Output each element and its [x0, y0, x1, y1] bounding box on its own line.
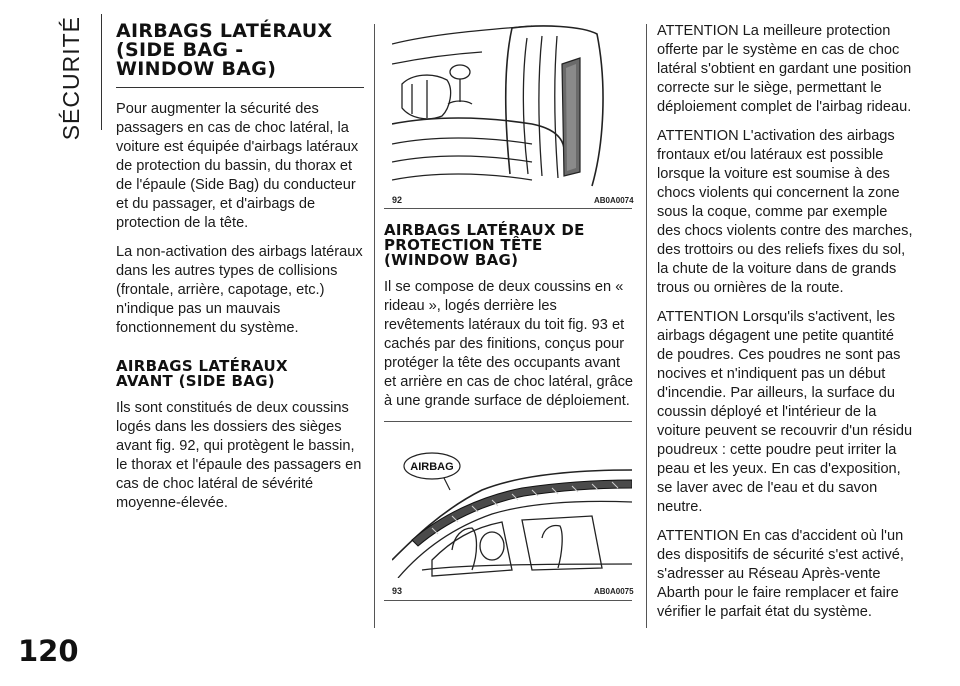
head-airbag-heading — [384, 223, 634, 268]
head-airbag-heading-line-3: (WINDOW BAG) — [384, 251, 519, 269]
figure-93-window-airbag — [392, 430, 632, 578]
seat-illustration — [392, 24, 632, 192]
non-activation-paragraph: La non-activation des airbags latéraux dans les autres types de collisions (frontale, arrière, capotage, etc.) n'indique pas un mauvais fonctionnement du système. — [116, 244, 363, 336]
section-title-line-3: WINDOW BAG) — [116, 58, 277, 80]
column-divider-2 — [646, 24, 647, 628]
front-side-bag-heading — [116, 359, 364, 389]
figure-93-number: 93 — [392, 586, 403, 596]
page-number: 120 — [18, 634, 79, 668]
section-title — [116, 22, 364, 79]
warning-activation-paragraph: ATTENTION L'activation des airbags frontaux et/ou latéraux est possible lorsque la voiture est soumise à des chocs violents qui concernent la zone sous la coque, comme par exemple des chocs violents contre des marches, des trottoirs ou des reliefs fixes du sol, la chute de la voiture dans de grands trous ou ornières de la route. — [657, 128, 913, 296]
head-airbag-heading-line-1: AIRBAGS LATÉRAUX DE — [384, 221, 585, 239]
figure-93-top-rule — [384, 421, 632, 422]
front-side-bag-heading-line-1: AIRBAGS LATÉRAUX — [116, 357, 288, 375]
intro-paragraph: Pour augmenter la sécurité des passagers en cas de choc latéral, la voiture est équipée d'airbags latéraux de protection du bassin, du thorax et de l'épaule (Side Bag) du conducteur et du passager, et d'airbags de protection de la tête. — [116, 101, 359, 231]
head-airbag-paragraph: Il se compose de deux coussins en « rideau », logés derrière les revêtements latéraux du toit fig. 93 et cachés par des finitions, conçus pour protéger la tête des occupants avant et arrière en cas de choc latéral, grâce à une grande surface de déploiement. — [384, 279, 634, 409]
right-column — [657, 22, 914, 622]
head-airbag-heading-line-2: PROTECTION TÊTE — [384, 236, 543, 254]
figure-92-number: 92 — [392, 195, 403, 205]
warning-position-paragraph: ATTENTION La meilleure protection offerte par le système en cas de choc latéral s'obtient en gardant une position correcte sur le siège, permettant le déploiement complet de l'airbag rideau. — [657, 23, 912, 115]
title-underline — [116, 87, 364, 88]
figure-92-seat-airbag — [392, 24, 632, 192]
left-column — [116, 22, 364, 513]
figure-92-rule — [384, 208, 632, 209]
section-title-line-2: (SIDE BAG - — [116, 39, 244, 61]
chapter-tab: SÉCURITÉ — [58, 16, 84, 141]
section-title-line-1: AIRBAGS LATÉRAUX — [116, 20, 333, 42]
front-side-bag-paragraph: Ils sont constitués de deux coussins logés dans les dossiers des sièges avant fig. 92, qui protègent le bassin, le thorax et l'épaule des passagers en cas de choc latéral de sévérité moyenne-élevée. — [116, 400, 362, 511]
front-side-bag-heading-line-2: AVANT (SIDE BAG) — [116, 372, 275, 390]
chapter-divider — [101, 14, 102, 130]
middle-column — [384, 223, 634, 411]
car-window-illustration — [392, 430, 632, 578]
warning-accident-paragraph: ATTENTION En cas d'accident où l'un des dispositifs de sécurité s'est activé, s'adresser au Réseau Après-vente Abarth pour le faire remplacer et faire vérifier le parfait état du système. — [657, 528, 904, 620]
warning-powder-paragraph: ATTENTION Lorsqu'ils s'activent, les airbags dégagent une petite quantité de poudres. Ces poudres ne sont pas nocives et n'indiquent pas un début d'incendie. Par ailleurs, la surface du coussin déployé et l'intérieur de la voiture peuvent se recouvrir d'un résidu poudreux : cette poudre peut irriter la peau et les yeux. En cas d'exposition, se laver avec de l'eau et du savon neutre. — [657, 309, 913, 515]
figure-93-code: AB0A0075 — [594, 587, 634, 596]
column-divider-1 — [374, 24, 375, 628]
figure-92-code: AB0A0074 — [594, 196, 634, 205]
figure-93-bottom-rule — [384, 600, 632, 601]
airbag-callout-label: AIRBAG — [410, 461, 454, 473]
